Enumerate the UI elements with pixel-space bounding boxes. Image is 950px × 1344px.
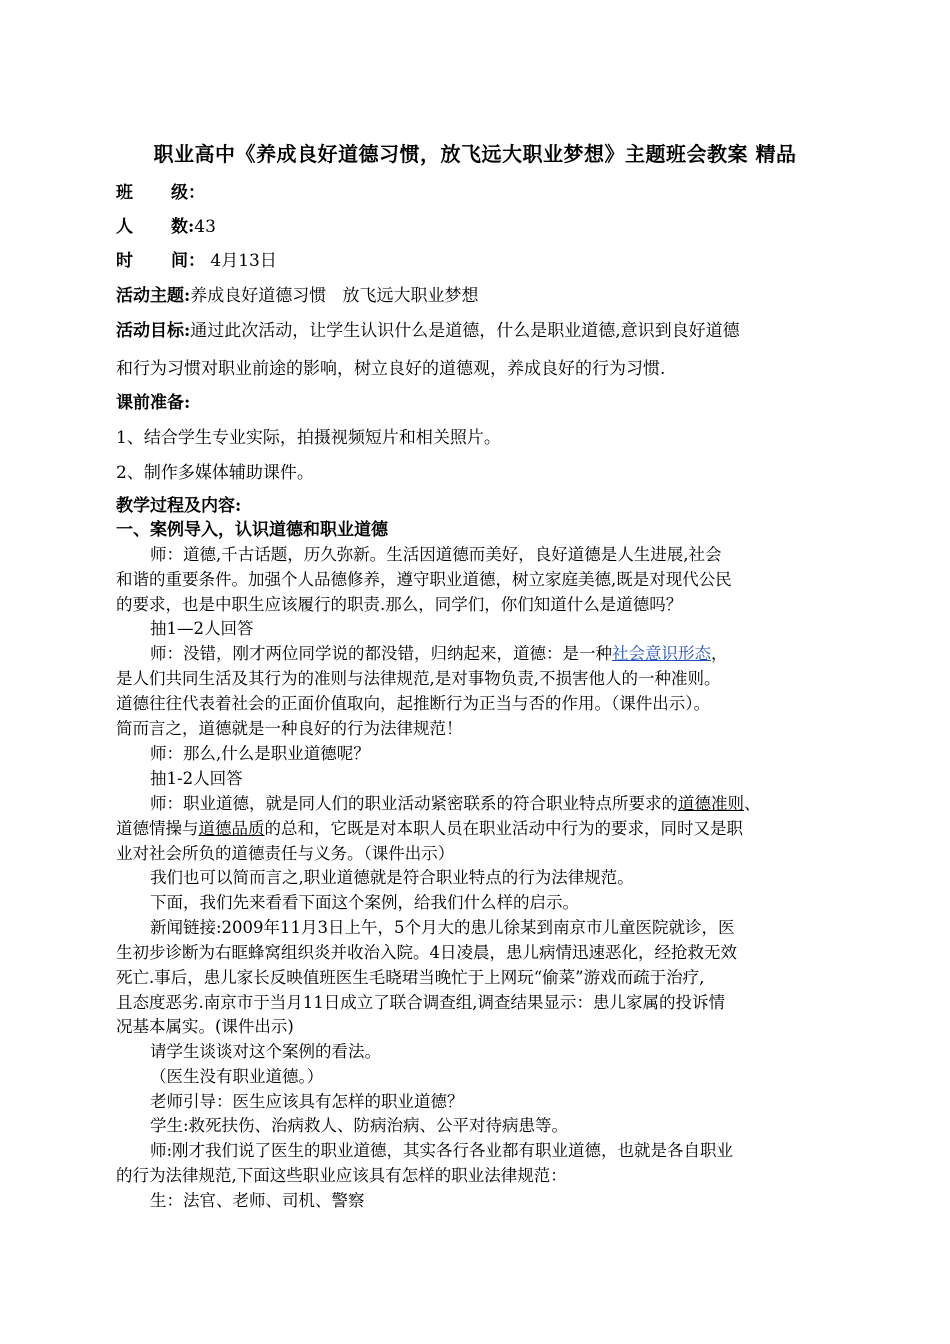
body-line: 的要求，也是中职生应该履行的职责.那么，同学们，你们知道什么是道德吗？: [116, 595, 683, 614]
body-line: 师：那么,什么是职业道德呢？: [150, 744, 370, 763]
body-line: [116, 815, 836, 839]
body-line: 抽1-2人回答: [150, 769, 243, 788]
body-line: 学生:救死扶伤、治病救人、防病治病、公平对待病患等。: [150, 1116, 569, 1135]
body-text: 师：职业道德，就是同人们的职业活动紧密联系的符合职业特点所要求的: [150, 794, 678, 813]
body-line: 死亡.事后，患儿家长反映值班医生毛晓珺当晚忙于上网玩“偷菜”游戏而疏于治疗,: [116, 968, 705, 987]
section-heading: 一、案例导入，认识道德和职业道德: [116, 520, 388, 540]
time-label-a: 时: [116, 251, 133, 271]
class-field: [116, 178, 205, 203]
theme-field: [116, 281, 479, 306]
body-text: ，: [711, 644, 728, 663]
process-heading: 教学过程及内容:: [116, 496, 242, 516]
time-label-b: 间：: [171, 251, 205, 271]
body-line: 道德往往代表着社会的正面价值取向，起推断行为正当与否的作用。（课件出示）。: [116, 694, 710, 713]
prep-item: 1、结合学生专业实际，拍摄视频短片和相关照片。: [116, 428, 501, 448]
count-label-a: 人: [116, 217, 133, 237]
body-line: 下面，我们先来看看下面这个案例，给我们什么样的启示。: [150, 893, 579, 912]
body-text: 、: [744, 794, 761, 813]
body-text: 的总和，它既是对本职人员在职业活动中行为的要求，同时又是职: [264, 819, 743, 838]
body-line: 抽1—2人回答: [150, 619, 254, 638]
body-line: [150, 640, 870, 664]
body-line: 请学生谈谈对这个案例的看法。: [150, 1042, 381, 1061]
goal-label: 活动目标:: [116, 321, 191, 341]
body-line: 师：道德,千古话题，历久弥新。生活因道德而美好，良好道德是人生进展,社会: [150, 545, 722, 564]
body-line: 我们也可以简而言之,职业道德就是符合职业特点的行为法律规范。: [150, 868, 634, 887]
body-line: 和谐的重要条件。加强个人品德修养，遵守职业道德，树立家庭美德,既是对现代公民: [116, 570, 732, 589]
class-label-a: 班: [116, 183, 133, 203]
goal-field: [116, 316, 740, 341]
theme-value: 养成良好道德习惯 放飞远大职业梦想: [190, 286, 479, 306]
moral-quality-term: 道德品质: [198, 819, 265, 838]
body-text: 道德情操与: [116, 819, 199, 838]
body-line: 生：法官、老师、司机、警察: [150, 1191, 365, 1210]
goal-value-line2: 和行为习惯对职业前途的影响，树立良好的道德观，养成良好的行为习惯.: [116, 359, 666, 379]
theme-label: 活动主题:: [116, 286, 191, 306]
class-label-b: 级：: [171, 183, 205, 203]
body-line: 简而言之，道德就是一种良好的行为法律规范！: [116, 719, 463, 738]
body-text: 师：没错，刚才两位同学说的都没错，归纳起来，道德：是一种: [150, 644, 612, 663]
body-line: 且态度恶劣.南京市于当月11日成立了联合调查组,调查结果显示：患儿家属的投诉情: [116, 993, 725, 1012]
goal-value: 通过此次活动，让学生认识什么是道德，什么是职业道德,意识到良好道德: [190, 321, 740, 341]
body-line: 新闻链接:2009年11月3日上午，5个月大的患儿徐某到南京市儿童医院就诊，医: [150, 918, 735, 937]
time-field: [116, 246, 277, 271]
count-value: 43: [194, 217, 216, 237]
body-line: [150, 790, 870, 814]
moral-norms-term: 道德准则: [678, 794, 744, 813]
body-line: 况基本属实。(课件出示): [116, 1017, 294, 1036]
count-field: [116, 212, 216, 237]
count-label-b: 数:: [171, 217, 195, 237]
body-line: 老师引导：医生应该具有怎样的职业道德？: [150, 1092, 464, 1111]
prep-heading: 课前准备:: [116, 393, 191, 413]
body-line: 业对社会所负的道德责任与义务。（课件出示）: [116, 844, 455, 863]
body-line: 是人们共同生活及其行为的准则与法律规范,是对事物负责,不损害他人的一种准则。: [116, 669, 721, 688]
body-line: 生初步诊断为右眶蜂窝组织炎并收治入院。4日凌晨，患儿病情迅速恶化，经抢救无效: [116, 943, 737, 962]
prep-item: 2、制作多媒体辅助课件。: [116, 463, 314, 483]
body-line: 的行为法律规范,下面这些职业应该具有怎样的职业法律规范：: [116, 1166, 567, 1185]
time-value: 4月13日: [205, 251, 277, 271]
document-title: 职业高中《养成良好道德习惯，放飞远大职业梦想》主题班会教案 精品: [153, 142, 797, 166]
social-ideology-link[interactable]: 社会意识形态: [612, 644, 711, 663]
body-line: 师:刚才我们说了医生的职业道德，其实各行各业都有职业道德，也就是各自职业: [150, 1141, 734, 1160]
body-line: （医生没有职业道德。）: [150, 1067, 324, 1086]
